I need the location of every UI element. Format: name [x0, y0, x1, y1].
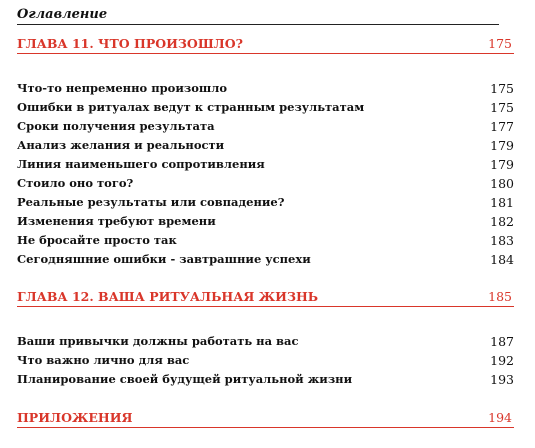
entry-page-number: 175	[490, 100, 514, 115]
chapter-11-heading[interactable]	[17, 36, 514, 54]
chapter-label: ГЛАВА 11. ЧТО ПРОИЗОШЛО?	[17, 36, 243, 51]
entry-page-number: 187	[490, 334, 514, 349]
entry-page-number: 175	[490, 81, 514, 96]
entry-label: Что важно лично для вас	[17, 353, 190, 367]
entry-label: Стоило оно того?	[17, 176, 134, 190]
toc-entry[interactable]	[17, 351, 514, 370]
entry-page-number: 179	[490, 138, 514, 153]
entry-page-number: 193	[490, 372, 514, 387]
entry-page-number: 179	[490, 157, 514, 172]
entry-page-number: 180	[490, 176, 514, 191]
toc-entry[interactable]	[17, 174, 514, 193]
entry-page-number: 182	[490, 214, 514, 229]
appendix-heading[interactable]	[17, 410, 514, 428]
toc-entry[interactable]	[17, 212, 514, 231]
entry-page-number: 183	[490, 233, 514, 248]
toc-entry[interactable]	[17, 193, 514, 212]
entry-label: Ошибки в ритуалах ведут к странным результатам	[17, 100, 365, 114]
entry-label: Что-то непременно произошло	[17, 81, 227, 95]
chapter-11-entries	[17, 79, 514, 269]
toc-entry[interactable]	[17, 136, 514, 155]
entry-label: Не бросайте просто так	[17, 233, 177, 247]
toc-title: Оглавление	[17, 6, 499, 25]
chapter-page-number: 185	[488, 289, 512, 304]
entry-label: Линия наименьшего сопротивления	[17, 157, 265, 171]
toc-entry[interactable]	[17, 231, 514, 250]
entry-label: Сегодняшние ошибки - завтрашние успехи	[17, 252, 311, 266]
chapter-label: ПРИЛОЖЕНИЯ	[17, 410, 133, 425]
toc-entry[interactable]	[17, 79, 514, 98]
entry-label: Анализ желания и реальности	[17, 138, 225, 152]
toc-entry[interactable]	[17, 155, 514, 174]
chapter-page-number: 175	[488, 36, 512, 51]
chapter-12-entries	[17, 332, 514, 389]
entry-page-number: 184	[490, 252, 514, 267]
toc-entry[interactable]	[17, 370, 514, 389]
entry-page-number: 192	[490, 353, 514, 368]
entry-label: Реальные результаты или совпадение?	[17, 195, 285, 209]
entry-label: Сроки получения результата	[17, 119, 215, 133]
entry-label: Планирование своей будущей ритуальной жизни	[17, 372, 353, 386]
toc-entry[interactable]	[17, 332, 514, 351]
chapter-12-heading[interactable]	[17, 289, 514, 307]
chapter-label: ГЛАВА 12. ВАША РИТУАЛЬНАЯ ЖИЗНЬ	[17, 289, 319, 304]
entry-label: Изменения требуют времени	[17, 214, 216, 228]
chapter-page-number: 194	[488, 410, 512, 425]
toc-entry[interactable]	[17, 117, 514, 136]
toc-entry[interactable]	[17, 98, 514, 117]
entry-page-number: 177	[490, 119, 514, 134]
entry-page-number: 181	[490, 195, 514, 210]
entry-label: Ваши привычки должны работать на вас	[17, 334, 299, 348]
toc-entry[interactable]	[17, 250, 514, 269]
